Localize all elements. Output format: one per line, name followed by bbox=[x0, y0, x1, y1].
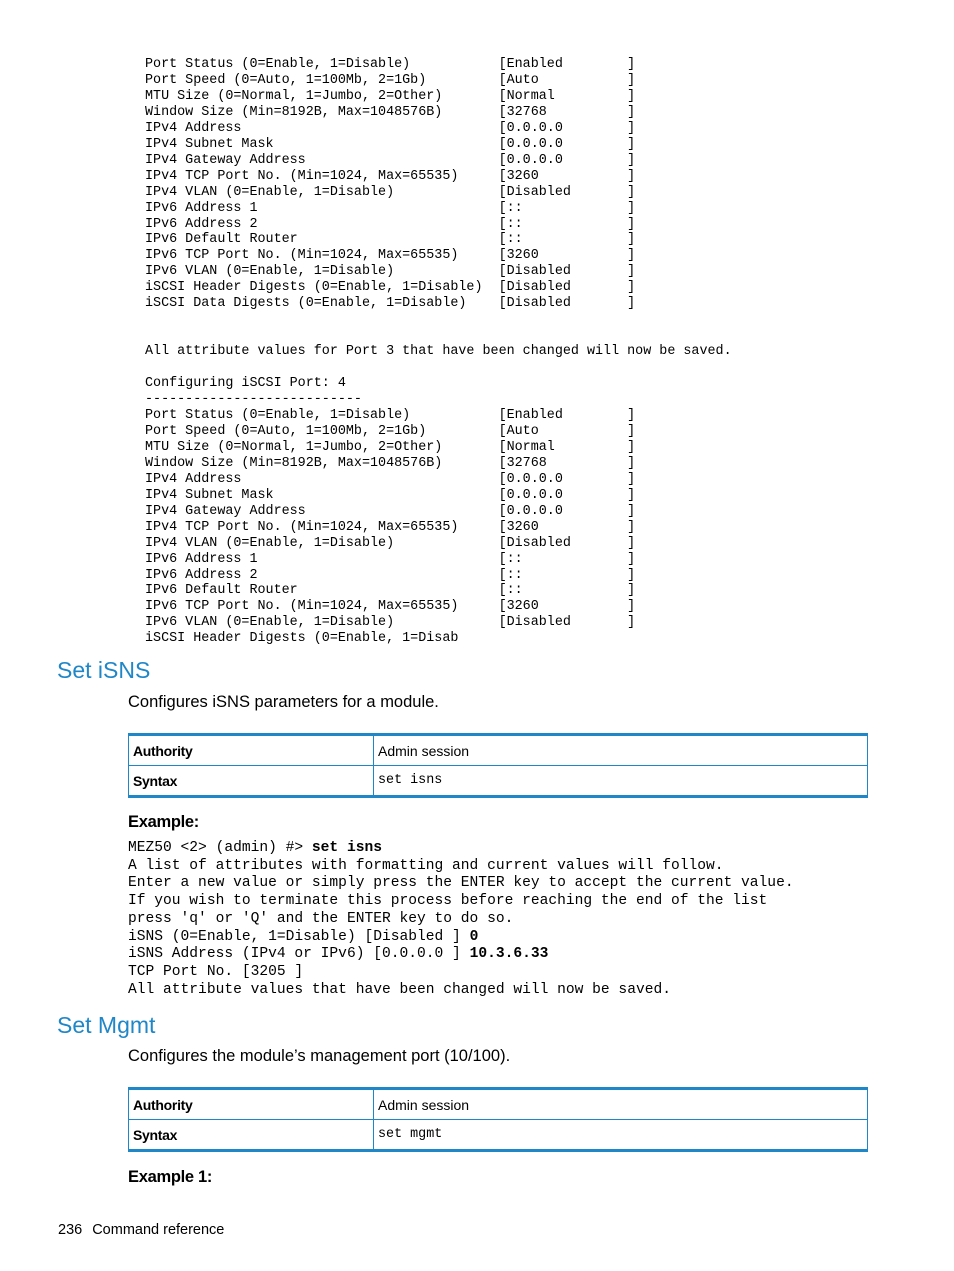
code-line: All attribute values for Port 3 that have been changed will now be saved. bbox=[145, 344, 732, 360]
code-line: IPv4 TCP Port No. (Min=1024, Max=65535) [3260 ] bbox=[145, 519, 636, 535]
code-line: IPv4 VLAN (0=Enable, 1=Disable) [Disabled ] bbox=[145, 535, 636, 551]
section-title-set-isns: Set iSNS bbox=[57, 657, 151, 683]
example-prompt: MEZ50 <2> (admin) #> bbox=[128, 840, 312, 856]
authority-label: Authority bbox=[129, 1089, 374, 1120]
code-line: Configuring iSCSI Port: 4 bbox=[145, 376, 346, 392]
code-line: MTU Size (0=Normal, 1=Jumbo, 2=Other) [Normal ] bbox=[145, 88, 636, 104]
code-line: Port Speed (0=Auto, 1=100Mb, 2=1Gb) [Auto ] bbox=[145, 423, 636, 439]
code-line: IPv6 Default Router [:: ] bbox=[145, 232, 636, 248]
table-row-syntax bbox=[129, 766, 868, 797]
code-line: IPv4 Subnet Mask [0.0.0.0 ] bbox=[145, 136, 636, 152]
example-line: Enter a new value or simply press the ENTER key to accept the current value. bbox=[128, 875, 794, 892]
example-line: press 'q' or 'Q' and the ENTER key to do so. bbox=[128, 910, 514, 927]
code-line: IPv6 TCP Port No. (Min=1024, Max=65535) [3260 ] bbox=[145, 599, 636, 615]
code-line: IPv4 Subnet Mask [0.0.0.0 ] bbox=[145, 487, 636, 503]
example-label-set-isns: Example: bbox=[128, 813, 199, 831]
code-line: iSCSI Header Digests (0=Enable, 1=Disable) [Disabled ] bbox=[145, 280, 636, 296]
code-line: MTU Size (0=Normal, 1=Jumbo, 2=Other) [Normal ] bbox=[145, 439, 636, 455]
code-line: iSCSI Header Digests (0=Enable, 1=Disab bbox=[145, 631, 459, 647]
section-description-set-isns: Configures iSNS parameters for a module. bbox=[128, 693, 439, 711]
isns-enable-input: 0 bbox=[469, 928, 479, 945]
example-line: TCP Port No. [3205 ] bbox=[128, 963, 304, 980]
authority-value: Admin session bbox=[374, 735, 868, 766]
syntax-value: set mgmt bbox=[374, 1120, 868, 1151]
syntax-value: set isns bbox=[374, 766, 868, 797]
code-line: IPv6 Address 2 [:: ] bbox=[145, 216, 636, 232]
table-row-authority bbox=[129, 1089, 868, 1120]
code-line: Port Status (0=Enable, 1=Disable) [Enabled ] bbox=[145, 407, 636, 423]
code-line: Port Status (0=Enable, 1=Disable) [Enabled ] bbox=[145, 57, 636, 72]
code-line: IPv6 Address 1 [:: ] bbox=[145, 200, 636, 216]
code-line: IPv4 Address [0.0.0.0 ] bbox=[145, 471, 636, 487]
code-line: IPv4 Address [0.0.0.0 ] bbox=[145, 120, 636, 136]
example-label-set-mgmt: Example 1: bbox=[128, 1168, 213, 1186]
example-line: A list of attributes with formatting and current values will follow. bbox=[128, 857, 724, 874]
syntax-label: Syntax bbox=[129, 1120, 374, 1151]
isns-address-input: 10.3.6.33 bbox=[469, 946, 549, 963]
authority-label: Authority bbox=[129, 735, 374, 766]
code-line: IPv4 Gateway Address [0.0.0.0 ] bbox=[145, 503, 636, 519]
section-title-set-mgmt: Set Mgmt bbox=[57, 1012, 156, 1038]
page-footer bbox=[58, 1222, 224, 1238]
code-line: Window Size (Min=8192B, Max=1048576B) [32768 ] bbox=[145, 455, 636, 471]
code-line: IPv6 VLAN (0=Enable, 1=Disable) [Disabled ] bbox=[145, 264, 636, 280]
code-line: IPv6 TCP Port No. (Min=1024, Max=65535) [3260 ] bbox=[145, 248, 636, 264]
example-line: If you wish to terminate this process before reaching the end of the list bbox=[128, 893, 768, 910]
isns-enable-prompt: iSNS (0=Enable, 1=Disable) [Disabled ] bbox=[128, 928, 470, 945]
code-line: IPv6 VLAN (0=Enable, 1=Disable) [Disabled ] bbox=[145, 615, 636, 631]
code-line: IPv4 TCP Port No. (Min=1024, Max=65535) [3260 ] bbox=[145, 168, 636, 184]
footer-section-name: Command reference bbox=[92, 1222, 225, 1238]
code-line: IPv4 VLAN (0=Enable, 1=Disable) [Disabled ] bbox=[145, 184, 636, 200]
authority-value: Admin session bbox=[374, 1089, 868, 1120]
code-line: IPv4 Gateway Address [0.0.0.0 ] bbox=[145, 152, 636, 168]
code-line: IPv6 Address 2 [:: ] bbox=[145, 567, 636, 583]
page-number: 236 bbox=[58, 1222, 83, 1238]
syntax-label: Syntax bbox=[129, 766, 374, 797]
code-line: IPv6 Default Router [:: ] bbox=[145, 583, 636, 599]
code-line: iSCSI Data Digests (0=Enable, 1=Disable) [Disabled ] bbox=[145, 296, 636, 312]
example-command: set isns bbox=[311, 840, 382, 856]
isns-address-prompt: iSNS Address (IPv4 or IPv6) [0.0.0.0 ] bbox=[128, 946, 470, 963]
attribute-table-set-isns bbox=[128, 733, 868, 798]
code-listing-port-config bbox=[145, 57, 732, 647]
table-row-authority bbox=[129, 735, 868, 766]
example-line: All attribute values that have been changed will now be saved. bbox=[128, 981, 671, 998]
code-line: Window Size (Min=8192B, Max=1048576B) [32768 ] bbox=[145, 104, 636, 120]
code-line: Port Speed (0=Auto, 1=100Mb, 2=1Gb) [Auto ] bbox=[145, 72, 636, 88]
example-code-set-isns bbox=[128, 840, 794, 999]
section-description-set-mgmt: Configures the module’s management port (10/100). bbox=[128, 1047, 511, 1065]
code-line: --------------------------- bbox=[145, 392, 362, 408]
attribute-table-set-mgmt bbox=[128, 1087, 868, 1152]
code-line: IPv6 Address 1 [:: ] bbox=[145, 551, 636, 567]
table-row-syntax bbox=[129, 1120, 868, 1151]
